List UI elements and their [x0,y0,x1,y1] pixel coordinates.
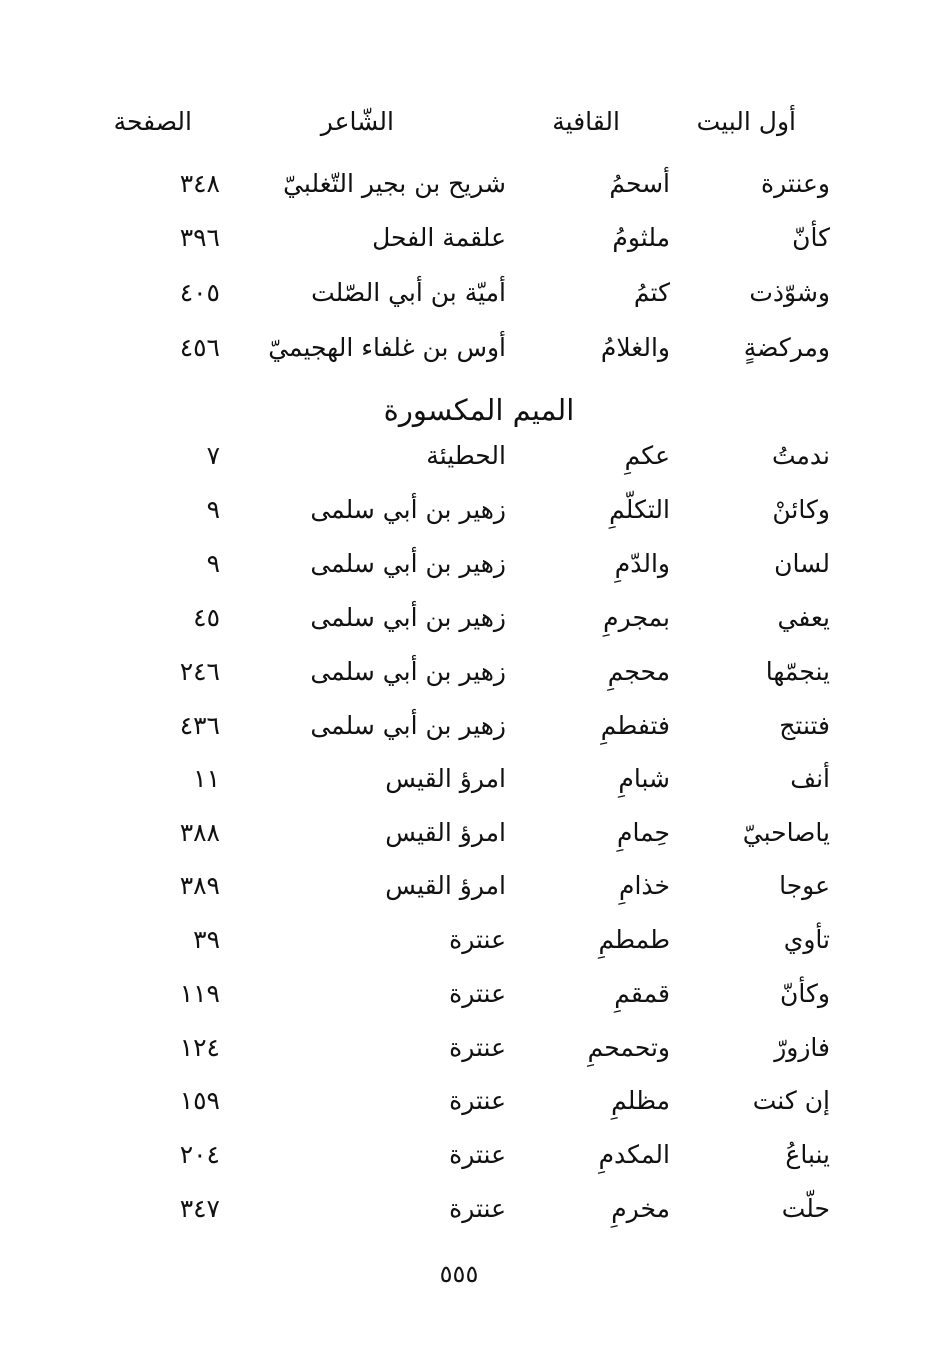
table-row [0,1028,938,1068]
first-verse-word: وعنترة [761,169,830,198]
poet-name: أميّة بن أبي الصّلت [311,278,506,307]
page-ref: ٩ [206,549,220,578]
first-verse-word: ياصاحبيّ [742,818,830,847]
poet-name: عنترة [449,979,506,1008]
first-verse-word: ينجمّها [765,657,830,686]
page-ref: ٣٨٨ [179,818,220,847]
first-verse-word: تأوي [783,925,830,954]
header-page: الصفحة [113,107,192,136]
poet-name: عنترة [449,925,506,954]
table-row [0,218,938,258]
table-row [0,759,938,799]
page-ref: ٣٩٦ [179,223,220,252]
page-ref: ١١ [193,764,220,793]
table-row [0,1081,938,1121]
rhyme-word: فتفطمِ [600,711,670,740]
first-verse-word: وشوّذت [749,278,830,307]
rhyme-word: محجمِ [607,657,670,686]
table-row [0,1189,938,1229]
table-row [0,920,938,960]
first-verse-word: ومركضةٍ [743,333,830,362]
table-row [0,1135,938,1175]
table-row [0,490,938,530]
poet-name: امرؤ القيس [385,818,506,847]
rhyme-word: طمطمِ [598,925,670,954]
first-verse-word: يعفي [777,603,830,632]
table-row [0,652,938,692]
header-rhyme: القافية [552,107,620,136]
poet-name: عنترة [449,1033,506,1062]
rhyme-word: التكلّمِ [609,495,670,524]
page-ref: ٣٤٨ [179,169,220,198]
poet-name: علقمة الفحل [372,223,506,252]
first-verse-word: ينباعُ [785,1140,830,1169]
rhyme-word: بمجرمِ [603,603,670,632]
first-verse-word: حلّت [781,1194,830,1223]
table-row [0,273,938,313]
first-verse-word: أنف [790,764,830,793]
poet-name: عنترة [449,1140,506,1169]
rhyme-word: قمقمِ [614,979,670,1008]
page-number: ٥٥٥ [439,1260,479,1288]
first-verse-word: وكائنْ [772,495,830,524]
rhyme-word: حِمامِ [616,818,670,847]
poet-name: زهير بن أبي سلمى [310,603,506,632]
table-row [0,866,938,906]
first-verse-word: ندمتُ [771,441,830,470]
rhyme-word: والغلامُ [600,333,670,362]
poet-name: الحطيئة [426,441,506,470]
table-row [0,544,938,584]
table-row [0,436,938,476]
first-verse-word: كأنّ [792,223,830,252]
page-ref: ٧ [206,441,220,470]
first-verse-word: عوجا [779,871,830,900]
poet-name: زهير بن أبي سلمى [310,657,506,686]
rhyme-word: مخرمِ [611,1194,670,1223]
rhyme-word: وتحمحمِ [587,1033,670,1062]
section-title: الميم المكسورة [383,393,575,427]
page-ref: ٢٤٦ [179,657,220,686]
rhyme-word: ملثومُ [612,223,670,252]
poet-name: شريح بن بجير التّغلبيّ [283,169,506,198]
page-ref: ٩ [206,495,220,524]
rhyme-word: أسحمُ [609,169,670,198]
page-ref: ١٥٩ [179,1086,220,1115]
poet-name: امرؤ القيس [385,871,506,900]
page-ref: ٣٤٧ [179,1194,220,1223]
page-ref: ٢٠٤ [179,1140,220,1169]
page-ref: ١٢٤ [179,1033,220,1062]
page-ref: ٣٨٩ [179,871,220,900]
table-row [0,598,938,638]
page-ref: ٤٠٥ [179,278,220,307]
table-row [0,706,938,746]
page-ref: ٤٣٦ [179,711,220,740]
page-ref: ٤٥ [193,603,220,632]
header-poet: الشّاعر [320,107,394,136]
rhyme-word: مظلمِ [611,1086,670,1115]
first-verse-word: فازورّ [774,1033,830,1062]
page-ref: ٤٥٦ [179,333,220,362]
first-verse-word: إن كنت [752,1086,830,1115]
page-ref: ١١٩ [179,979,220,1008]
first-verse-word: فتنتج [779,711,830,740]
rhyme-word: خذامِ [618,871,670,900]
table-row [0,328,938,368]
header-first-verse: أول البيت [696,107,796,136]
page-ref: ٣٩ [193,925,220,954]
rhyme-word: كتمُ [633,278,670,307]
poet-name: عنترة [449,1194,506,1223]
rhyme-word: عكمِ [624,441,670,470]
poet-name: أوس بن غلفاء الهجيميّ [268,333,506,362]
table-row [0,974,938,1014]
rhyme-word: والدّمِ [614,549,670,578]
poet-name: زهير بن أبي سلمى [310,711,506,740]
first-verse-word: لسان [774,549,830,578]
poet-name: عنترة [449,1086,506,1115]
poet-name: امرؤ القيس [385,764,506,793]
poet-name: زهير بن أبي سلمى [310,495,506,524]
table-header [0,102,938,142]
rhyme-word: شبامِ [618,764,670,793]
first-verse-word: وكأنّ [780,979,830,1008]
table-row [0,813,938,853]
table-row [0,164,938,204]
poet-name: زهير بن أبي سلمى [310,549,506,578]
rhyme-word: المكدمِ [598,1140,670,1169]
